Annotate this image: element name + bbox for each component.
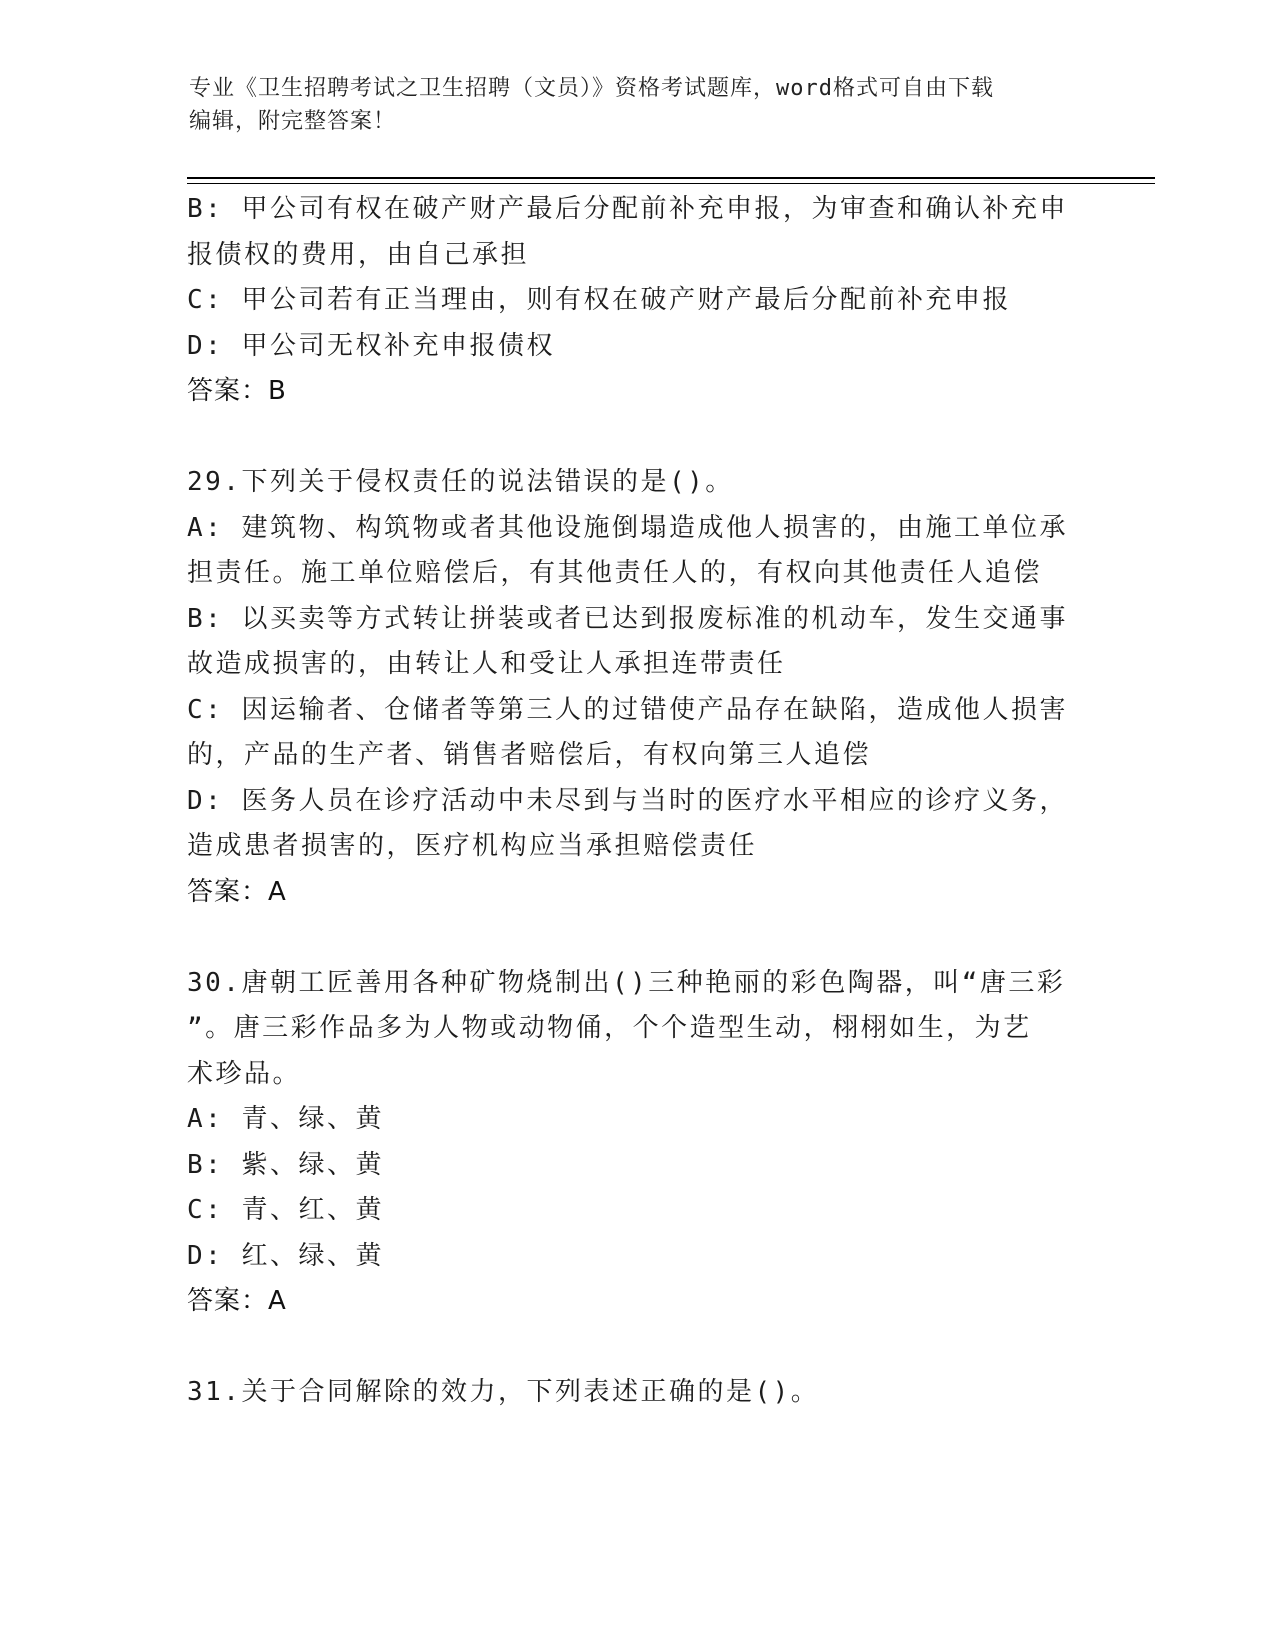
q29-option-d-line-2: 造成患者损害的，医疗机构应当承担赔偿责任: [187, 831, 758, 861]
spacer: [187, 915, 1087, 961]
q28-option-b-line-1: B: 甲公司有权在破产财产最后分配前补充申报，为审查和确认补充申: [187, 194, 1068, 224]
header-divider-thick: [187, 177, 1155, 179]
q30-option-a: A: 青、绿、黄: [187, 1104, 384, 1134]
q29-option-d-line-1: D: 医务人员在诊疗活动中未尽到与当时的医疗水平相应的诊疗义务，: [187, 785, 1068, 816]
header-line-1: 专业《卫生招聘考试之卫生招聘（文员）》资格考试题库，word格式可自由下载: [189, 76, 994, 101]
question-31: [187, 1370, 1087, 1416]
q29-option-b-line-1: B: 以买卖等方式转让拼装或者已达到报废标准的机动车，发生交通事: [187, 603, 1068, 634]
spacer: [187, 1325, 1087, 1371]
q28-option-b-line-2: 报债权的费用，由自己承担: [187, 239, 530, 270]
q30-option-d: D: 红、绿、黄: [187, 1240, 384, 1271]
q28-option-d: D: 甲公司无权补充申报债权: [187, 330, 555, 361]
question-28-continued: [187, 187, 1087, 415]
q30-question-line-1: 30.唐朝工匠善用各种矿物烧制出()三种艳丽的彩色陶器，叫“唐三彩: [187, 967, 1066, 998]
question-29: [187, 460, 1087, 915]
q29-option-a-line-1: A: 建筑物、构筑物或者其他设施倒塌造成他人损害的，由施工单位承: [187, 512, 1068, 543]
q30-question-line-3: 术珍品。: [187, 1058, 302, 1089]
q29-option-b-line-2: 故造成损害的，由转让人和受让人承担连带责任: [187, 649, 786, 679]
question-list: [187, 187, 1087, 1416]
q29-option-c-line-2: 的，产品的生产者、销售者赔偿后，有权向第三人追偿: [187, 740, 872, 770]
q30-question-line-2: ”。唐三彩作品多为人物或动物俑，个个造型生动，栩栩如生，为艺: [187, 1013, 1032, 1043]
header-line-2: 编辑，附完整答案！: [189, 109, 397, 134]
q28-answer: 答案：B: [187, 376, 287, 406]
q29-option-a-line-2: 担责任。施工单位赔偿后，有其他责任人的，有权向其他责任人追偿: [187, 558, 1043, 588]
document-header: [189, 72, 1069, 138]
q30-answer: 答案：A: [187, 1286, 287, 1316]
spacer: [187, 415, 1087, 461]
header-divider-thin: [187, 183, 1155, 184]
q31-question: 31.关于合同解除的效力，下列表述正确的是()。: [187, 1377, 820, 1407]
q28-option-c: C: 甲公司若有正当理由，则有权在破产财产最后分配前补充申报: [187, 285, 1011, 315]
q29-question: 29.下列关于侵权责任的说法错误的是()。: [187, 467, 734, 497]
q29-answer: 答案：A: [187, 876, 287, 907]
question-30: [187, 961, 1087, 1325]
q30-option-b: B: 紫、绿、黄: [187, 1149, 384, 1180]
q29-option-c-line-1: C: 因运输者、仓储者等第三人的过错使产品存在缺陷，造成他人损害: [187, 694, 1068, 725]
q30-option-c: C: 青、红、黄: [187, 1195, 384, 1225]
